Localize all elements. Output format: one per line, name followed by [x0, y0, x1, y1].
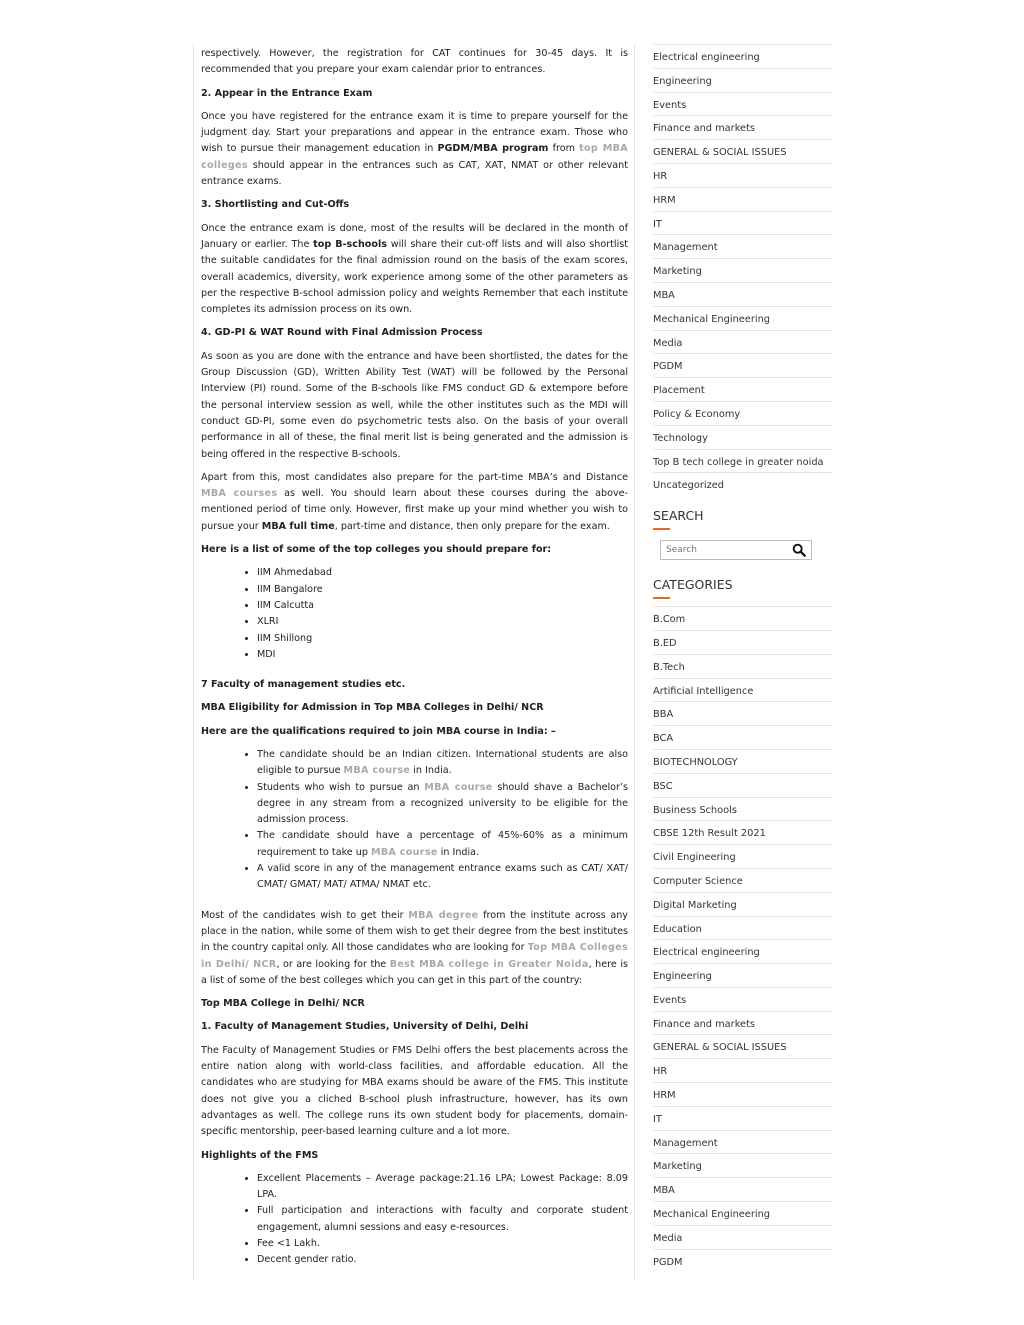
category-link[interactable]: Events: [653, 987, 832, 1011]
q2-text-b: should shave a Bachelor’s degree in any stream from a recognized university to be eligible for the admission process.: [257, 781, 629, 826]
top-mba-colleges-delhi-link[interactable]: Top MBA Colleges in Delhi/ NCR: [201, 942, 628, 970]
category-link[interactable]: Business Schools: [653, 797, 832, 821]
category-link[interactable]: B.Com: [653, 606, 832, 630]
step2-heading: 2. Appear in the Entrance Exam: [201, 87, 373, 99]
category-link[interactable]: Engineering: [653, 68, 832, 92]
most-text-c: , or are looking for the: [276, 958, 390, 970]
step2-text-a: Once you have registered for the entrance exam it is time to prepare yourself for the judgment day. Start your preparations and appear in the entrance exam. Those who wish to pursue their management education in: [201, 110, 628, 155]
mba-course-link[interactable]: MBA course: [370, 846, 438, 858]
category-list: [653, 606, 832, 1272]
category-link[interactable]: PGDM: [653, 353, 832, 377]
categories-widget-title: CATEGORIES: [653, 577, 733, 593]
category-link[interactable]: Finance and markets: [653, 115, 832, 139]
sidebar: [653, 44, 832, 1280]
category-link[interactable]: GENERAL & SOCIAL ISSUES: [653, 139, 832, 163]
q3-text-b: in India.: [437, 846, 480, 858]
category-link[interactable]: B.Tech: [653, 654, 832, 678]
highlights-heading: Highlights of the FMS: [201, 1149, 319, 1161]
article-content: [193, 44, 635, 1280]
category-link[interactable]: Placement: [653, 377, 832, 401]
category-link[interactable]: Electrical engineering: [653, 939, 832, 963]
category-link[interactable]: Events: [653, 92, 832, 116]
category-link[interactable]: Mechanical Engineering: [653, 1201, 832, 1225]
category-link[interactable]: Media: [653, 330, 832, 354]
category-link[interactable]: Technology: [653, 425, 832, 449]
step4-heading: 4. GD-PI & WAT Round with Final Admission Process: [201, 327, 483, 339]
fms-paragraph: The Faculty of Management Studies or FMS Delhi offers the best placements across the entire nation along with world-class facilities, and affordable education. All the candidates who are studying for MBA exams should be aware of the FMS. This institute does not give you a cliched B-school plush infrastructure, however, has its own advantages as well. The college runs its own student body for placements, domain-specific mentorship, peer-based learning culture and a lot more.: [201, 1044, 628, 1138]
list-item: • A valid score in any of the management entrance exams such as CAT/ XAT/ CMAT/ GMAT/ MAT/ ATMA/ NMAT etc.: [257, 861, 628, 894]
list-item: • Fee <1 Lakh.: [257, 1236, 628, 1252]
list-item: • Excellent Placements – Average package:21.16 LPA; Lowest Package: 8.09 LPA.: [257, 1171, 628, 1204]
step4-paragraph: As soon as you are done with the entrance and have been shortlisted, the dates for the Group Discussion (GD), Written Ability Test (WAT) will be followed by the Personal Interview (PI) round. Some of the B-schools like FMS conduct GD & extempore before the personal interview session as well, while the other institutes such as the MDI will conduct GD-PI, some even do psychometric tests also. On the basis of your overall performance in all of these, the final merit list is being generated and the admission is being offered in the respective B-schools.: [201, 350, 628, 460]
list-item: • MDI: [257, 647, 628, 663]
category-link[interactable]: MBA: [653, 1177, 832, 1201]
category-link[interactable]: Engineering: [653, 963, 832, 987]
step3-text-b: will share their cut-off lists and will also shortlist the suitable candidates for the final admission round on the basis of the exam scores, overall academics, diversity, work experience among some of the other parameters as per the respective B-school admission policy and weights Remember that each institute completes its admission process on its own.: [201, 238, 628, 316]
category-link[interactable]: Education: [653, 916, 832, 940]
step3-bold: top B-schools: [313, 238, 387, 250]
mba-courses-link[interactable]: MBA courses: [201, 488, 278, 500]
category-link[interactable]: Finance and markets: [653, 1011, 832, 1035]
step2-text-b: from: [548, 143, 580, 155]
search-box: [660, 540, 812, 560]
eligibility-heading: MBA Eligibility for Admission in Top MBA Colleges in Delhi/ NCR: [201, 702, 544, 714]
category-link[interactable]: Management: [653, 234, 832, 258]
list-item: [257, 747, 628, 780]
category-link[interactable]: Artificial Intelligence: [653, 678, 832, 702]
category-link[interactable]: Policy & Economy: [653, 401, 832, 425]
list-item: • Decent gender ratio.: [257, 1252, 628, 1268]
list-item: • XLRI: [257, 614, 628, 630]
category-link[interactable]: BSC: [653, 773, 832, 797]
category-link[interactable]: HRM: [653, 1082, 832, 1106]
apart-bold: MBA full time: [261, 520, 335, 532]
apart-text-c: , part-time and distance, then only prepare for the exam.: [334, 520, 610, 532]
intro-text: respectively. However, the registration for CAT continues for 30-45 days. It is recommended that you prepare your exam calendar prior to entrances.: [201, 48, 628, 76]
q1-text-b: in India.: [410, 765, 452, 777]
step3-text-a: Once the entrance exam is done, most of the results will be declared in the month of January or earlier. The: [201, 222, 628, 250]
category-link[interactable]: B.ED: [653, 630, 832, 654]
list-item: • IIM Bangalore: [257, 582, 628, 598]
mba-degree-link[interactable]: MBA degree: [408, 909, 479, 921]
category-link[interactable]: Marketing: [653, 1153, 832, 1177]
step2-paragraph: [201, 109, 628, 190]
category-link[interactable]: HRM: [653, 187, 832, 211]
category-link[interactable]: CBSE 12th Result 2021: [653, 820, 832, 844]
faculty7-heading: 7 Faculty of management studies etc.: [201, 679, 406, 691]
category-link[interactable]: MBA: [653, 282, 832, 306]
mba-course-link[interactable]: MBA course: [343, 765, 411, 777]
q3-text-a: The candidate should have a percentage of 45%-60% as a minimum requirement to take up: [257, 830, 628, 858]
most-text-a: Most of the candidates wish to get their: [201, 909, 409, 921]
category-link[interactable]: BBA: [653, 701, 832, 725]
category-link[interactable]: PGDM: [653, 1249, 832, 1273]
category-link[interactable]: Top B tech college in greater noida: [653, 449, 832, 473]
qualifications-heading: Here are the qualifications required to join MBA course in India: –: [201, 725, 556, 737]
list-item: • IIM Ahmedabad: [257, 565, 628, 581]
fms-heading: 1. Faculty of Management Studies, University of Delhi, Delhi: [201, 1021, 529, 1033]
title-underline: [653, 528, 670, 530]
category-link[interactable]: HR: [653, 163, 832, 187]
step3-heading: 3. Shortlisting and Cut-Offs: [201, 199, 350, 211]
category-link[interactable]: IT: [653, 1106, 832, 1130]
category-link[interactable]: Civil Engineering: [653, 844, 832, 868]
list-item: [257, 780, 628, 829]
search-widget-title: SEARCH: [653, 508, 704, 524]
category-link[interactable]: Computer Science: [653, 868, 832, 892]
category-link[interactable]: BCA: [653, 725, 832, 749]
category-link[interactable]: IT: [653, 211, 832, 235]
q2-text-a: Students who wish to pursue an: [257, 781, 425, 793]
most-text-d: , here is a list of some of the best colleges which you can get in this part of the country:: [201, 958, 628, 986]
mba-course-link[interactable]: MBA course: [424, 781, 493, 793]
best-mba-college-greater-noida-link[interactable]: Best MBA college in Greater Noida: [389, 958, 589, 970]
apart-text-a: Apart from this, most candidates also prepare for the part-time MBA’s and Distance: [201, 471, 628, 483]
category-link[interactable]: Uncategorized: [653, 472, 832, 496]
top-mba-colleges-link[interactable]: top MBA colleges: [201, 143, 628, 171]
intro-paragraph: [201, 46, 628, 79]
most-candidates-paragraph: [201, 908, 628, 989]
apart-text-b: as well. You should learn about these courses during the above-mentioned period of time only. However, first make up your mind whether you wish to pursue your: [201, 488, 628, 532]
top-college-heading: Top MBA College in Delhi/ NCR: [201, 998, 365, 1010]
category-link[interactable]: GENERAL & SOCIAL ISSUES: [653, 1034, 832, 1058]
q1-text-a: The candidate should be an Indian citizen. International students are also eligible to pursue: [257, 748, 628, 777]
top-category-list: [653, 44, 832, 496]
search-icon[interactable]: [792, 543, 806, 557]
step2-bold: PGDM/MBA program: [437, 143, 549, 155]
list-item: • IIM Calcutta: [257, 598, 628, 614]
category-link[interactable]: Marketing: [653, 258, 832, 282]
step3-paragraph: [201, 221, 628, 319]
category-link[interactable]: HR: [653, 1058, 832, 1082]
category-link[interactable]: Management: [653, 1130, 832, 1154]
list-item: • IIM Shillong: [257, 631, 628, 647]
category-link[interactable]: Electrical engineering: [653, 44, 832, 68]
search-input[interactable]: [666, 542, 786, 558]
category-link[interactable]: BIOTECHNOLOGY: [653, 749, 832, 773]
list-item: • Full participation and interactions with faculty and corporate student engagement, alumni sessions and easy e-resources.: [257, 1203, 628, 1236]
colleges-list: [201, 565, 628, 663]
title-underline: [653, 597, 670, 599]
step2-text-c: should appear in the entrances such as CAT, XAT, NMAT or other relevant entrance exams.: [201, 159, 628, 188]
most-text-b: from the institute across any place in the nation, while some of them wish to get their degree from the best institutes in the country capital only. All those candidates who are looking for: [201, 909, 628, 954]
highlights-list: [201, 1171, 628, 1269]
qualifications-list: [201, 747, 628, 894]
colleges-list-heading: Here is a list of some of the top colleges you should prepare for:: [201, 544, 552, 556]
category-link[interactable]: Media: [653, 1225, 832, 1249]
category-link[interactable]: Mechanical Engineering: [653, 306, 832, 330]
category-link[interactable]: Digital Marketing: [653, 892, 832, 916]
list-item: [257, 828, 628, 861]
apart-paragraph: [201, 470, 628, 535]
